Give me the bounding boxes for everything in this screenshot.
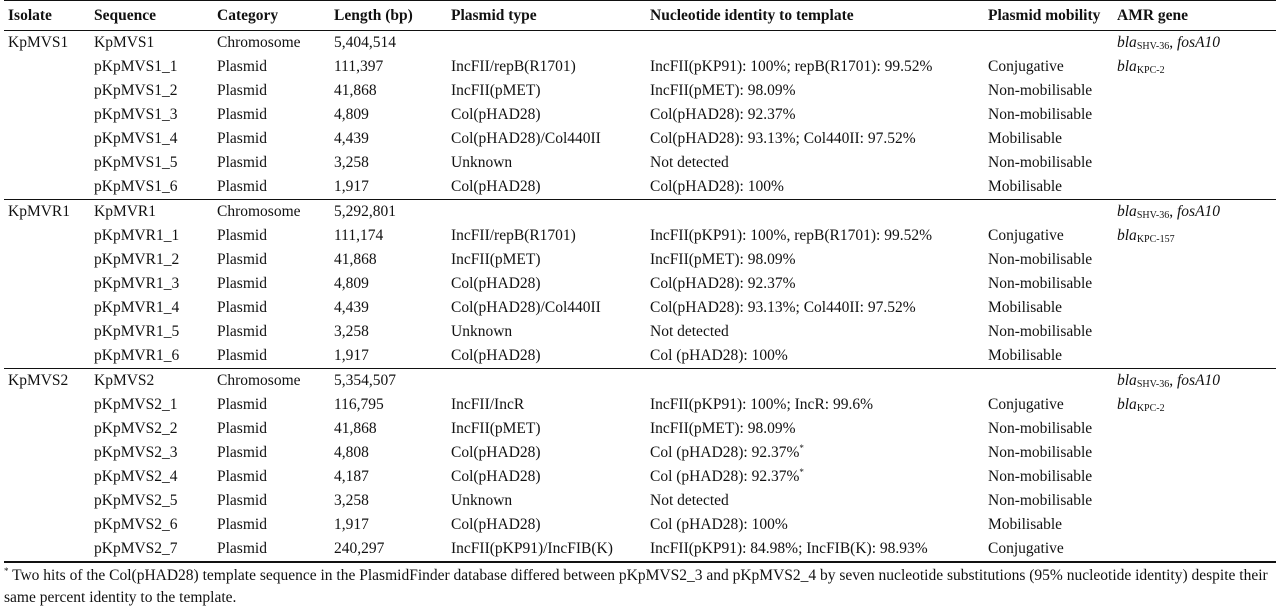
category-cell: Chromosome <box>217 372 301 389</box>
mobility-cell: Non-mobilisable <box>988 154 1093 171</box>
amr-gene-cell <box>1113 31 1276 56</box>
length-cell: 111,397 <box>334 58 384 75</box>
amr-gene-cell <box>1113 489 1276 513</box>
sequence-cell: pKpMVR1_2 <box>94 251 180 268</box>
mobility-cell: Non-mobilisable <box>988 444 1093 461</box>
plasmid-type-cell: Col(pHAD28) <box>451 516 541 533</box>
table-body <box>4 31 1276 563</box>
plasmid-type-cell: Col(pHAD28) <box>451 106 541 123</box>
amr-gene-name: bla <box>1117 203 1137 220</box>
identity-cell <box>646 200 984 225</box>
amr-gene-cell <box>1113 417 1276 441</box>
sequence-cell: pKpMVS2_4 <box>94 468 178 485</box>
isolate-cell <box>4 224 90 248</box>
amr-gene-cell <box>1113 513 1276 537</box>
length-cell: 4,808 <box>334 444 369 461</box>
mobility-cell: Conjugative <box>988 396 1064 413</box>
amr-separator: , <box>1169 34 1177 51</box>
category-cell: Plasmid <box>217 82 267 99</box>
sequence-cell: pKpMVS2_7 <box>90 537 213 562</box>
sequence-cell: pKpMVR1_3 <box>94 275 180 292</box>
sequence-cell: pKpMVS1_1 <box>94 58 178 75</box>
identity-cell: Col (pHAD28): 100% <box>646 344 984 369</box>
amr-gene-cell <box>1113 465 1276 489</box>
length-cell: 4,187 <box>334 468 369 485</box>
mobility-cell: Conjugative <box>988 58 1064 75</box>
identity-cell: IncFII(pMET): 98.09% <box>650 82 796 99</box>
length-cell: 1,917 <box>334 516 369 533</box>
footnote-ref: * <box>799 443 804 454</box>
identity-cell: Not detected <box>650 492 729 509</box>
isolate-cell <box>4 127 90 151</box>
identity-cell: IncFII(pKP91): 100%; repB(R1701): 99.52% <box>650 58 933 75</box>
length-cell: 240,297 <box>330 537 447 562</box>
length-cell: 116,795 <box>334 396 384 413</box>
table-row <box>4 248 1276 272</box>
table-row <box>4 272 1276 296</box>
table-row <box>4 79 1276 103</box>
category-cell: Plasmid <box>213 537 330 562</box>
header-amr-gene: AMR gene <box>1113 1 1276 31</box>
isolate-cell: KpMVS1 <box>8 34 69 51</box>
category-cell: Plasmid <box>217 106 267 123</box>
identity-cell: IncFII(pMET): 98.09% <box>650 251 796 268</box>
sequence-cell: pKpMVR1_4 <box>94 299 180 316</box>
plasmid-type-cell <box>447 31 646 56</box>
plasmid-type-cell: Col(pHAD28) <box>451 275 541 292</box>
plasmid-type-cell: Unknown <box>451 492 513 509</box>
identity-text: Col (pHAD28): 92.37% <box>650 468 800 486</box>
identity-cell: Col(pHAD28): 92.37% <box>650 275 796 292</box>
table-row <box>4 465 1276 489</box>
isolate-cell <box>4 537 90 562</box>
mobility-cell <box>984 31 1113 56</box>
identity-text: Col (pHAD28): 92.37% <box>650 444 800 462</box>
amr-gene-cell <box>1113 79 1276 103</box>
table-row <box>4 296 1276 320</box>
category-cell: Plasmid <box>217 444 267 461</box>
sequence-cell: pKpMVS2_6 <box>94 516 178 533</box>
table-row <box>4 320 1276 344</box>
isolate-cell <box>4 465 90 489</box>
table-row <box>4 31 1276 56</box>
table-row <box>4 369 1276 394</box>
identity-cell: Col(pHAD28): 93.13%; Col440II: 97.52% <box>650 130 916 147</box>
amr-gene-variant: SHV-36 <box>1136 41 1170 52</box>
amr-gene-cell <box>1113 344 1276 369</box>
plasmid-type-cell: Col(pHAD28)/Col440II <box>451 299 601 316</box>
table-container <box>4 0 1276 563</box>
category-cell: Plasmid <box>217 420 267 437</box>
mobility-cell: Conjugative <box>984 537 1113 562</box>
isolate-cell <box>4 103 90 127</box>
isolate-cell <box>4 320 90 344</box>
category-cell: Plasmid <box>213 175 330 200</box>
isolate-cell <box>4 441 90 465</box>
category-cell: Plasmid <box>217 492 267 509</box>
plasmid-type-cell: Col(pHAD28)/Col440II <box>451 130 601 147</box>
amr-gene-cell <box>1113 272 1276 296</box>
mobility-cell: Mobilisable <box>984 175 1113 200</box>
identity-cell: Col(pHAD28): 93.13%; Col440II: 97.52% <box>650 299 916 316</box>
isolate-cell <box>4 248 90 272</box>
category-cell: Plasmid <box>217 396 267 413</box>
table-row <box>4 175 1276 200</box>
plasmid-type-cell: IncFII(pMET) <box>451 420 541 437</box>
mobility-cell: Non-mobilisable <box>988 275 1093 292</box>
isolate-cell <box>4 344 90 369</box>
sequence-cell: pKpMVS1_3 <box>94 106 178 123</box>
length-cell: 41,868 <box>334 420 377 437</box>
length-cell: 1,917 <box>330 344 447 369</box>
amr-separator: , <box>1169 203 1177 220</box>
length-cell: 4,809 <box>334 275 369 292</box>
isolate-cell: KpMVR1 <box>8 203 71 220</box>
amr-separator: , <box>1169 372 1177 389</box>
sequence-cell: pKpMVS1_5 <box>94 154 178 171</box>
table-row <box>4 513 1276 537</box>
plasmid-type-cell: IncFII/repB(R1701) <box>451 58 576 75</box>
amr-gene-cell <box>1113 369 1276 394</box>
amr-gene-cell <box>1113 224 1276 248</box>
amr-gene-cell <box>1113 320 1276 344</box>
isolate-cell <box>4 79 90 103</box>
amr-gene-cell <box>1113 103 1276 127</box>
sequence-cell: pKpMVS2_5 <box>94 492 178 509</box>
plasmid-table <box>4 0 1276 563</box>
category-cell: Plasmid <box>217 154 267 171</box>
plasmid-type-cell: IncFII(pMET) <box>451 251 541 268</box>
sequence-cell: pKpMVR1_1 <box>94 227 180 244</box>
category-cell: Plasmid <box>217 251 267 268</box>
identity-cell: Not detected <box>650 323 729 340</box>
amr-gene-name: bla <box>1117 227 1137 244</box>
isolate-cell <box>4 513 90 537</box>
footnote-text: Two hits of the Col(pHAD28) template sequence in the PlasmidFinder database differed between pKpMVS2_3 and pKpMVS2_4 by seven nucleotide substitutions (95% nucleotide identity) despite their same percent identity to the template. <box>4 567 1268 607</box>
table-row <box>4 537 1276 562</box>
identity-cell: IncFII(pKP91): 100%; IncR: 99.6% <box>650 396 873 413</box>
amr-gene-cell <box>1113 175 1276 200</box>
mobility-cell: Conjugative <box>988 227 1064 244</box>
identity-cell: IncFII(pMET): 98.09% <box>650 420 796 437</box>
identity-cell <box>646 465 984 489</box>
plasmid-type-cell: Unknown <box>451 323 513 340</box>
mobility-cell: Non-mobilisable <box>988 492 1093 509</box>
category-cell: Chromosome <box>217 34 301 51</box>
amr-gene-name: bla <box>1117 34 1137 51</box>
isolate-cell: KpMVS2 <box>8 372 69 389</box>
mobility-cell: Non-mobilisable <box>988 251 1093 268</box>
amr-gene-second: fosA10 <box>1176 372 1221 389</box>
table-row <box>4 127 1276 151</box>
sequence-cell: pKpMVS1_6 <box>90 175 213 200</box>
plasmid-type-cell: IncFII/repB(R1701) <box>451 227 576 244</box>
mobility-cell: Mobilisable <box>988 130 1063 147</box>
category-cell: Plasmid <box>217 58 267 75</box>
identity-cell: IncFII(pKP91): 100%, repB(R1701): 99.52% <box>650 227 932 244</box>
category-cell: Plasmid <box>217 275 267 292</box>
sequence-cell: KpMVR1 <box>94 203 157 220</box>
amr-gene-variant: KPC-157 <box>1136 234 1175 245</box>
mobility-cell: Non-mobilisable <box>988 420 1093 437</box>
sequence-cell: pKpMVS1_4 <box>94 130 178 147</box>
amr-gene-name: bla <box>1117 372 1137 389</box>
mobility-cell: Mobilisable <box>988 516 1063 533</box>
amr-gene-second: fosA10 <box>1176 34 1221 51</box>
header-row <box>4 1 1276 31</box>
header-identity: Nucleotide identity to template <box>646 1 984 31</box>
category-cell: Plasmid <box>217 227 267 244</box>
header-sequence: Sequence <box>90 1 213 31</box>
isolate-cell <box>4 55 90 79</box>
plasmid-type-cell: IncFII(pKP91)/IncFIB(K) <box>447 537 646 562</box>
table-row <box>4 103 1276 127</box>
plasmid-type-cell <box>447 200 646 225</box>
table-row <box>4 55 1276 79</box>
sequence-cell: pKpMVR1_6 <box>90 344 213 369</box>
plasmid-type-cell: Col(pHAD28) <box>451 468 541 485</box>
identity-cell <box>646 369 984 394</box>
table-row <box>4 200 1276 225</box>
footnote-ref: * <box>799 467 804 478</box>
table-row <box>4 224 1276 248</box>
plasmid-type-cell: Col(pHAD28) <box>447 175 646 200</box>
sequence-cell: pKpMVS2_3 <box>94 444 178 461</box>
table-row <box>4 151 1276 175</box>
amr-gene-name: bla <box>1117 58 1137 75</box>
length-cell: 5,404,514 <box>334 34 396 51</box>
length-cell: 3,258 <box>334 492 369 509</box>
plasmid-type-cell <box>447 369 646 394</box>
sequence-cell: KpMVS1 <box>94 34 155 51</box>
plasmid-type-cell: IncFII/IncR <box>451 396 525 413</box>
amr-gene-cell <box>1113 200 1276 225</box>
mobility-cell <box>984 200 1113 225</box>
header-plasmid-type: Plasmid type <box>447 1 646 31</box>
amr-gene-variant: SHV-36 <box>1136 210 1170 221</box>
length-cell: 41,868 <box>334 251 377 268</box>
identity-cell <box>646 441 984 465</box>
sequence-cell: pKpMVS2_1 <box>94 396 178 413</box>
identity-cell <box>646 31 984 56</box>
amr-gene-cell <box>1113 55 1276 79</box>
mobility-cell: Mobilisable <box>988 299 1063 316</box>
sequence-cell: pKpMVS1_2 <box>94 82 178 99</box>
amr-gene-cell <box>1113 151 1276 175</box>
plasmid-type-cell: Col(pHAD28) <box>447 344 646 369</box>
table-row <box>4 393 1276 417</box>
footnote <box>4 560 1274 609</box>
length-cell: 5,292,801 <box>334 203 396 220</box>
length-cell: 4,439 <box>334 130 369 147</box>
header-category: Category <box>213 1 330 31</box>
amr-gene-cell <box>1113 127 1276 151</box>
sequence-cell: pKpMVS2_2 <box>94 420 178 437</box>
isolate-cell <box>4 296 90 320</box>
table-row <box>4 417 1276 441</box>
identity-cell: Col(pHAD28): 92.37% <box>650 106 796 123</box>
isolate-cell <box>4 151 90 175</box>
plasmid-type-cell: IncFII(pMET) <box>451 82 541 99</box>
plasmid-type-cell: Unknown <box>451 154 513 171</box>
category-cell: Plasmid <box>217 323 267 340</box>
category-cell: Plasmid <box>217 468 267 485</box>
table-row <box>4 489 1276 513</box>
isolate-cell <box>4 272 90 296</box>
isolate-cell <box>4 417 90 441</box>
amr-gene-variant: SHV-36 <box>1136 379 1170 390</box>
category-cell: Plasmid <box>217 299 267 316</box>
length-cell: 4,809 <box>334 106 369 123</box>
isolate-cell <box>4 175 90 200</box>
category-cell: Plasmid <box>217 516 267 533</box>
isolate-cell <box>4 393 90 417</box>
amr-gene-cell <box>1113 441 1276 465</box>
amr-gene-second: fosA10 <box>1176 203 1221 220</box>
identity-cell: Col (pHAD28): 100% <box>650 516 788 533</box>
identity-cell: IncFII(pKP91): 84.98%; IncFIB(K): 98.93% <box>646 537 984 562</box>
plasmid-type-cell: Col(pHAD28) <box>451 444 541 461</box>
category-cell: Chromosome <box>217 203 301 220</box>
length-cell: 5,354,507 <box>334 372 396 389</box>
length-cell: 3,258 <box>334 323 369 340</box>
mobility-cell: Mobilisable <box>984 344 1113 369</box>
header-length: Length (bp) <box>330 1 447 31</box>
mobility-cell <box>984 369 1113 394</box>
length-cell: 4,439 <box>334 299 369 316</box>
category-cell: Plasmid <box>217 130 267 147</box>
sequence-cell: pKpMVR1_5 <box>94 323 180 340</box>
mobility-cell: Non-mobilisable <box>988 468 1093 485</box>
mobility-cell: Non-mobilisable <box>988 82 1093 99</box>
length-cell: 3,258 <box>334 154 369 171</box>
sequence-cell: KpMVS2 <box>94 372 155 389</box>
amr-gene-variant: KPC-2 <box>1136 65 1165 76</box>
header-mobility: Plasmid mobility <box>984 1 1113 31</box>
header-isolate: Isolate <box>4 1 90 31</box>
mobility-cell: Non-mobilisable <box>988 106 1093 123</box>
mobility-cell: Non-mobilisable <box>988 323 1093 340</box>
amr-gene-name: bla <box>1117 396 1137 413</box>
amr-gene-cell <box>1113 537 1276 562</box>
length-cell: 111,174 <box>334 227 384 244</box>
footnote-mark: * <box>4 566 9 576</box>
amr-gene-cell <box>1113 296 1276 320</box>
amr-gene-cell <box>1113 248 1276 272</box>
table-row <box>4 344 1276 369</box>
category-cell: Plasmid <box>213 344 330 369</box>
amr-gene-variant: KPC-2 <box>1136 403 1165 414</box>
identity-cell: Not detected <box>650 154 729 171</box>
table-row <box>4 441 1276 465</box>
isolate-cell <box>4 489 90 513</box>
amr-gene-cell <box>1113 393 1276 417</box>
identity-cell: Col(pHAD28): 100% <box>646 175 984 200</box>
length-cell: 41,868 <box>334 82 377 99</box>
length-cell: 1,917 <box>330 175 447 200</box>
